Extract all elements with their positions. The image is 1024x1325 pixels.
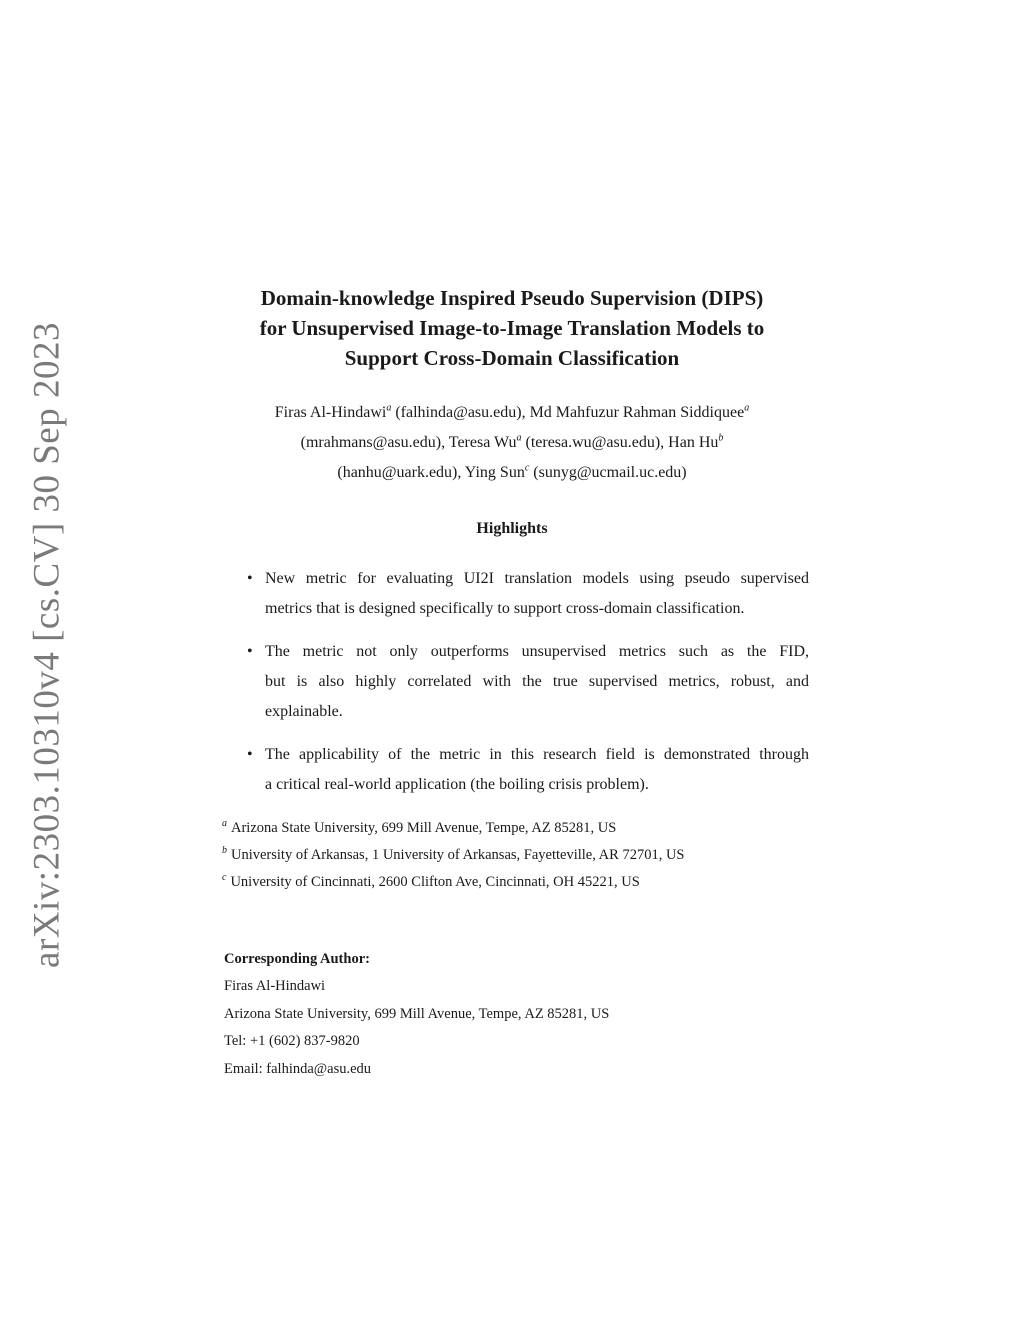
author-list (0, 398, 1024, 488)
affiliation-text: Arizona State University, 699 Mill Avenue, Tempe, AZ 85281, US (231, 820, 617, 836)
author-line-3 (0, 458, 1024, 488)
highlight-text-line: The metric not only outperforms unsupervised metrics such as the FID, (265, 643, 809, 660)
bullet-icon: • (247, 643, 253, 660)
highlight-text-line: The applicability of the metric in this research field is demonstrated through (265, 746, 809, 763)
highlight-text-line: New metric for evaluating UI2I translation models using pseudo supervised (265, 570, 809, 587)
bullet-icon: • (247, 570, 253, 587)
title-line-2: for Unsupervised Image-to-Image Translation Models to (259, 316, 765, 340)
highlight-text-line: but is also highly correlated with the true supervised metrics, robust, and (265, 673, 809, 690)
corresponding-author-block (224, 946, 824, 1083)
author-name: Han Hu (668, 434, 719, 451)
highlight-item (247, 740, 809, 800)
corresponding-author-email: Email: falhinda@asu.edu (224, 1060, 372, 1077)
author-name: Teresa Wu (448, 434, 517, 451)
author-line-2 (0, 428, 1024, 458)
highlight-item (247, 637, 809, 727)
author-email: (teresa.wu@asu.edu), (521, 434, 669, 451)
affiliation-marker: a (516, 432, 522, 444)
author-name: Firas Al-Hindawi (274, 404, 387, 421)
affiliation-item (222, 815, 822, 842)
affiliation-item (222, 869, 822, 896)
corresponding-author-phone: Tel: +1 (602) 837-9820 (224, 1033, 360, 1049)
affiliation-marker: a (222, 818, 227, 830)
bullet-icon: • (247, 746, 253, 763)
highlight-text-line: explainable. (265, 703, 343, 720)
corresponding-author-address: Arizona State University, 699 Mill Avenue, Tempe, AZ 85281, US (224, 1005, 610, 1022)
affiliation-marker: c (222, 872, 227, 884)
affiliation-marker: b (222, 845, 227, 857)
highlights-list (247, 564, 809, 813)
highlights-heading: Highlights (476, 520, 548, 537)
author-email: (sunyg@ucmail.uc.edu) (529, 464, 687, 481)
corresponding-author-heading: Corresponding Author: (224, 951, 370, 967)
affiliation-item (222, 842, 822, 869)
title-line-1: Domain-knowledge Inspired Pseudo Supervision (DIPS) (260, 286, 764, 310)
affiliation-text: University of Arkansas, 1 University of Arkansas, Fayetteville, AR 72701, US (231, 847, 685, 863)
author-name: Ying Sun (464, 464, 525, 481)
author-name: Md Mahfuzur Rahman Siddiquee (529, 404, 745, 421)
affiliations-list (222, 815, 822, 896)
highlight-text-line: a critical real-world application (the boiling crisis problem). (265, 776, 649, 793)
affiliation-marker: b (718, 432, 724, 444)
affiliation-marker: c (524, 462, 530, 474)
paper-title (0, 283, 1024, 373)
highlight-item (247, 564, 809, 624)
corresponding-author-name: Firas Al-Hindawi (224, 978, 326, 994)
author-email: (falhinda@asu.edu), (391, 404, 530, 421)
title-line-3: Support Cross-Domain Classification (344, 346, 680, 370)
author-line-1 (0, 398, 1024, 428)
affiliation-text: University of Cincinnati, 2600 Clifton Ave, Cincinnati, OH 45221, US (230, 874, 640, 890)
highlight-text-line: metrics that is designed specifically to support cross-domain classification. (265, 600, 745, 617)
affiliation-marker: a (386, 402, 392, 414)
affiliation-marker: a (744, 402, 750, 414)
arxiv-identifier-stamp: arXiv:2303.10310v4 [cs.CV] 30 Sep 2023 (26, 322, 68, 968)
author-email: (hanhu@uark.edu), (337, 464, 465, 481)
author-email: (mrahmans@asu.edu), (300, 434, 449, 451)
